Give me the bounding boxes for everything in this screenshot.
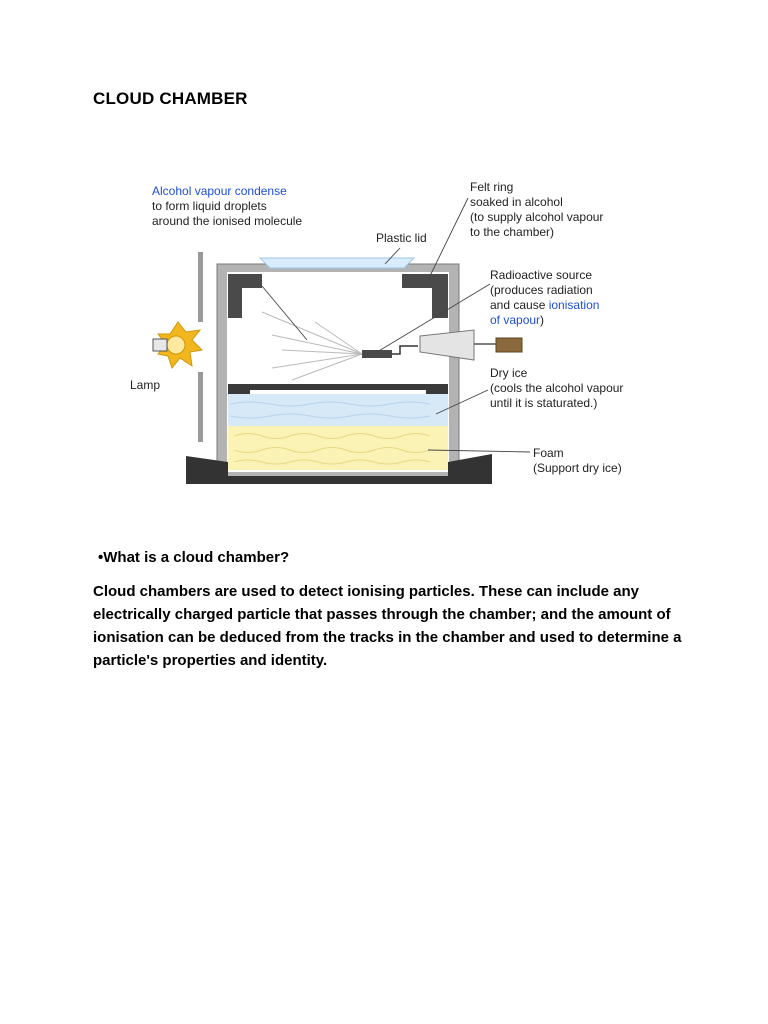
label-alcohol-vapour xyxy=(152,184,302,229)
radioactive-of-vapour: of vapour xyxy=(490,313,541,327)
felt-ring-line-4: to the chamber) xyxy=(470,225,555,239)
radioactive-line-1: Radioactive source xyxy=(490,268,593,282)
alcohol-vapour-line-1: Alcohol vapour condense xyxy=(152,184,287,198)
alcohol-vapour-line-2: to form liquid droplets xyxy=(152,199,267,213)
radioactive-line-4 xyxy=(490,313,599,328)
label-lamp: Lamp xyxy=(130,378,161,392)
dry-ice-layer xyxy=(228,394,448,426)
lamp-screen-top xyxy=(198,252,203,322)
label-dry-ice xyxy=(490,366,623,411)
plate-block-left xyxy=(228,384,250,394)
radioactive-ionisation: ionisation xyxy=(548,298,600,312)
foam-line-1: Foam xyxy=(533,446,564,460)
lamp-icon xyxy=(153,322,202,368)
alcohol-vapour-line-3: around the ionised molecule xyxy=(152,214,303,228)
plate-block-right xyxy=(426,384,448,394)
plastic-lid xyxy=(260,258,414,268)
radioactive-line-2: (produces radiation xyxy=(490,283,593,297)
lamp-screen-bottom xyxy=(198,372,203,442)
body-paragraph: Cloud chambers are used to detect ionising particles. These can include any electrically charged particle that passes through the chamber; and the amount of ionisation can be deduced from the tracks in the chamber and used to determine a particle's properties and identity. xyxy=(93,583,682,669)
label-plastic-lid: Plastic lid xyxy=(376,231,427,245)
dry-ice-line-3: until it is staturated.) xyxy=(490,396,598,410)
black-plate xyxy=(228,384,448,390)
felt-ring-line-2: soaked in alcohol xyxy=(470,195,563,209)
label-foam xyxy=(533,446,622,476)
dry-ice-line-2: (cools the alcohol vapour xyxy=(490,381,624,395)
question-heading: •What is a cloud chamber? xyxy=(98,549,290,566)
label-radioactive-source xyxy=(490,268,599,328)
radioactive-line-3 xyxy=(490,298,599,313)
source-handle xyxy=(496,338,522,352)
felt-ring-line-1: Felt ring xyxy=(470,180,514,194)
radioactive-source xyxy=(362,350,392,358)
label-felt-ring xyxy=(470,180,603,240)
dry-ice-line-1: Dry ice xyxy=(490,366,528,380)
felt-ring-line-3: (to supply alcohol vapour xyxy=(470,210,604,224)
radioactive-line-3a: and cause xyxy=(490,298,549,312)
page-title: CLOUD CHAMBER xyxy=(93,89,248,108)
foam-line-2: (Support dry ice) xyxy=(533,461,622,475)
radioactive-close-paren: ) xyxy=(540,313,545,327)
